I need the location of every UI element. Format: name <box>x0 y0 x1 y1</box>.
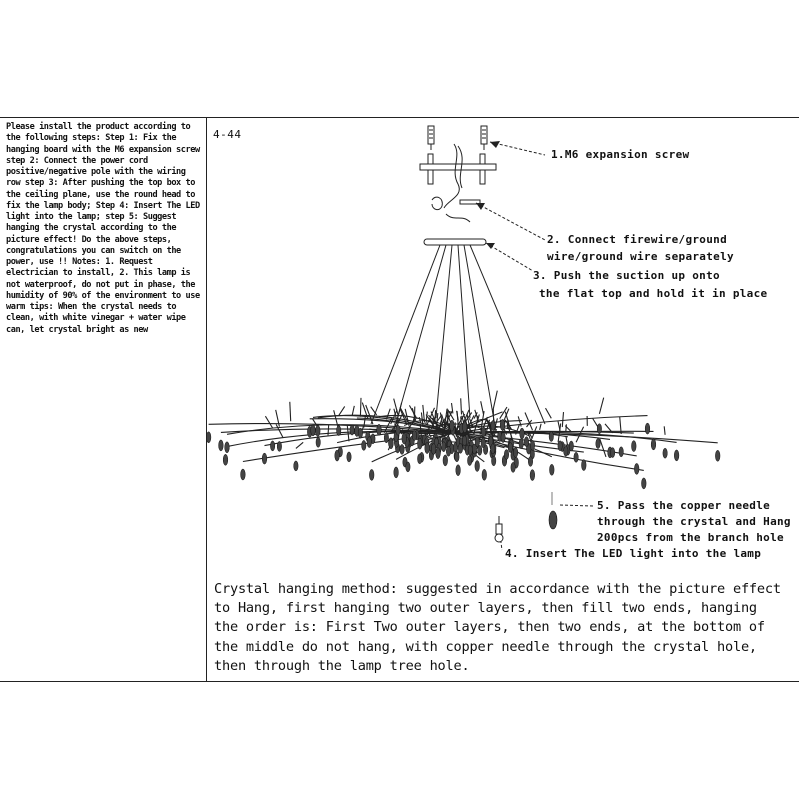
crystal-drop <box>550 464 555 475</box>
leader-lines <box>476 142 593 550</box>
twig <box>461 398 462 414</box>
twig <box>481 401 484 414</box>
crystal-drop <box>492 456 496 466</box>
crystal-drop <box>418 454 422 464</box>
expansion-screw-right <box>481 126 487 150</box>
callout-step5-line1: 5. Pass the copper needle <box>597 499 771 512</box>
crystal-drop <box>400 444 404 454</box>
callout-step2-line2: wire/ground wire separately <box>547 250 734 263</box>
callout-step3-line2: the flat top and hold it in place <box>539 287 768 300</box>
twig <box>352 406 354 416</box>
crystal-drop <box>528 456 532 466</box>
crystal-drop <box>241 469 246 480</box>
crystal-drop <box>394 467 399 478</box>
twig <box>540 424 542 430</box>
crystal-drop <box>481 427 485 437</box>
crystal-drop <box>468 445 472 455</box>
twig <box>265 416 272 428</box>
note-line: Crystal hanging method: suggested in accordance with the picture effect <box>214 581 781 597</box>
twig <box>599 398 603 414</box>
crystal-drop <box>610 448 614 458</box>
crystal-drop <box>377 424 382 435</box>
crystal-drop <box>651 439 656 450</box>
crystal-drop <box>619 447 623 457</box>
installation-instructions: Please install the product according to the following steps: Step 1: Fix the hanging board with the M6 expansion screw step 2: Connect the power cord positive/negative pole with the wiring row step 3: After pushing the top box to the ceiling plane, use the round head to fix the lamp body; Step 4: Insert The LED light into the lamp; step 5: Suggest hanging the crystal according to the picture effect! Do the above steps, congratulations you can switch on the power, use !! Notes: 1. Request electrician to install, 2. This lamp is not waterproof, do not put in phase, the humidity of 90% of the environment to use warm tips: When the crystal needs to clean, with white vinegar + water wipe can, let crystal bright as new <box>6 122 200 335</box>
crystal-drop <box>597 424 601 434</box>
twig <box>566 424 567 431</box>
crystal-drop <box>558 441 562 451</box>
crystal-drop <box>715 450 720 461</box>
crystal-drop <box>674 450 679 461</box>
twig <box>508 420 509 429</box>
crystal-drop <box>442 442 446 452</box>
power-wire <box>444 144 459 208</box>
crystal-drop <box>270 441 274 451</box>
crystal-drop <box>425 443 430 454</box>
loose-crystal <box>549 492 557 529</box>
twig <box>339 406 345 415</box>
twig <box>457 411 458 427</box>
crystal-drop <box>500 419 505 430</box>
crystal-drop <box>508 443 512 453</box>
wiring-terminal <box>432 197 480 222</box>
twig <box>546 408 552 418</box>
crystal-drop <box>634 463 639 474</box>
crystal-drop <box>645 423 650 434</box>
crystal-drop <box>367 437 372 448</box>
crystal-drop <box>262 453 267 464</box>
crystal-drop <box>412 431 416 441</box>
note-line: the middle do not hang, with copper needle through the crystal hole, <box>214 638 757 655</box>
twig <box>296 442 303 448</box>
crystal-drop <box>491 421 495 431</box>
crystal-drop <box>406 462 410 472</box>
callout-step3-line1: 3. Push the suction up onto <box>533 269 720 282</box>
chandelier-drawing <box>371 126 593 550</box>
crystal-drop <box>569 441 573 451</box>
crystal-drop <box>501 433 505 443</box>
crystal-drop <box>530 440 534 450</box>
suspension-cables <box>371 245 545 432</box>
twig <box>593 419 598 428</box>
crystal-drop <box>596 439 600 449</box>
crystal-drop <box>225 442 230 453</box>
twig <box>360 398 361 417</box>
crystal-drop <box>277 441 281 451</box>
crystal-drop <box>455 452 459 462</box>
crystal-drop <box>223 454 228 465</box>
crystal-drop <box>402 433 407 444</box>
crystal-drop <box>504 450 508 460</box>
crystal-drop <box>358 428 362 438</box>
crystal-drop <box>316 425 321 436</box>
ceiling-canopy <box>424 239 486 245</box>
twig <box>664 426 665 435</box>
crystal-drop <box>463 422 468 433</box>
crystal-drop <box>207 432 211 443</box>
crystal-drop <box>481 438 485 448</box>
crystal-hanging-note <box>214 580 784 676</box>
crystal-drop <box>294 461 298 471</box>
crystal-drop <box>446 446 450 456</box>
crystal-drop <box>549 432 553 442</box>
crystal-drop <box>530 470 535 481</box>
crystal-drop <box>350 425 354 435</box>
led-bulb <box>495 516 503 542</box>
crystal-drop <box>431 444 436 455</box>
crystal-drop <box>311 425 316 436</box>
callout-step4: 4. Insert The LED light into the lamp <box>505 547 762 560</box>
twig <box>493 391 497 411</box>
crystal-drop <box>396 425 400 435</box>
twig <box>290 402 291 421</box>
twig <box>449 423 450 436</box>
note-line: to Hang, first hanging two outer layers, then fill two ends, hanging <box>214 600 757 617</box>
expansion-screw-left <box>428 126 434 150</box>
callout-step1: 1.M6 expansion screw <box>551 148 690 161</box>
crystal-drop <box>582 460 587 471</box>
crystal-drop <box>316 437 320 447</box>
crystal-drop <box>335 450 340 461</box>
crystal-drop <box>219 440 224 451</box>
crystal-drop <box>450 420 455 431</box>
crystal-drop <box>468 456 472 466</box>
twig <box>328 425 329 436</box>
crystal-drop <box>482 469 487 480</box>
twig <box>562 412 563 427</box>
crystal-drop <box>384 433 388 443</box>
crystal-drop <box>472 444 476 454</box>
crystal-drop <box>519 439 523 449</box>
crystal-drop <box>418 438 423 449</box>
crystal-drop <box>347 452 351 462</box>
crystal-drop <box>443 455 448 466</box>
hanging-board <box>420 154 496 184</box>
crystal-drop <box>564 446 568 456</box>
crystal-drop <box>513 447 517 457</box>
callout-step5-line2: through the crystal and Hang <box>597 515 791 528</box>
crystal-drop <box>511 462 515 472</box>
crystal-drop <box>574 452 578 462</box>
note-line: then through the lamp tree hole. <box>214 657 470 674</box>
figure-number: 4-44 <box>213 128 242 141</box>
crystal-drop <box>436 448 441 459</box>
crystal-drop <box>663 448 667 458</box>
crystal-drop <box>524 437 528 447</box>
crystal-drop <box>389 438 394 449</box>
callout-step2-line1: 2. Connect firewire/ground <box>547 233 727 246</box>
crystal-drop <box>458 443 462 453</box>
callout-step5-line3: 200pcs from the branch hole <box>597 531 784 544</box>
crystal-drop <box>642 478 647 489</box>
crystal-drop <box>475 461 480 472</box>
crystal-drop <box>456 465 461 476</box>
crystal-drop <box>462 436 466 446</box>
crystal-drop <box>632 441 637 452</box>
twig <box>600 439 606 457</box>
crystal-drop <box>362 440 366 450</box>
twig <box>426 412 427 425</box>
crystal-drop <box>491 444 495 454</box>
note-line: the order is: First Two outer layers, then two ends, at the bottom of <box>214 619 765 636</box>
crystal-drop <box>520 428 525 439</box>
crystal-drop <box>369 469 374 480</box>
crystal-drop <box>337 426 341 436</box>
